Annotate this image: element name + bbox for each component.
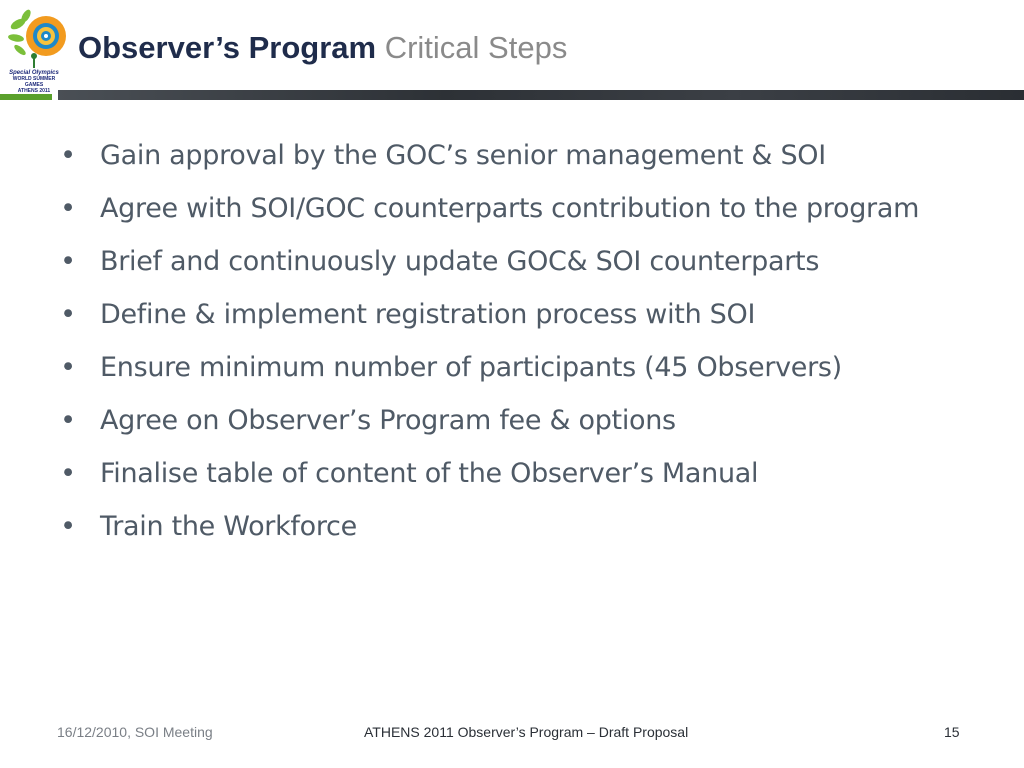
bullet-list [58,134,958,558]
bullet-text: Finalise table of content of the Observer’s Manual [100,458,759,489]
bullet-dot-icon: • [60,458,76,489]
special-olympics-athens-logo-icon [4,6,72,92]
bullet-text: Ensure minimum number of participants (45 Observers) [100,352,842,383]
bullet-dot-icon: • [60,352,76,383]
bullet-item [58,134,958,178]
bullet-dot-icon: • [60,140,76,171]
slide-title [78,26,567,70]
bullet-text: Gain approval by the GOC’s senior management & SOI [100,140,826,171]
title-strong: Observer’s Program [78,30,377,65]
bullet-text: Agree on Observer’s Program fee & options [100,405,676,436]
bullet-item [58,293,958,337]
header-divider-bar [58,90,1024,100]
bullet-text: Train the Workforce [100,511,357,542]
bullet-dot-icon: • [60,511,76,542]
logo-line3: ATHENS 2011 [17,88,51,94]
logo-text [8,70,60,94]
footer-title: ATHENS 2011 Observer’s Program – Draft Proposal [364,724,689,740]
header-accent-bar [0,94,52,100]
bullet-dot-icon: • [60,299,76,330]
bullet-item [58,505,958,549]
bullet-item [58,452,958,496]
footer-date: 16/12/2010, SOI Meeting [57,724,213,740]
bullet-item [58,399,958,443]
bullet-dot-icon: • [60,246,76,277]
page-number: 15 [944,724,960,740]
bullet-text: Agree with SOI/GOC counterparts contribution to the program [100,193,920,224]
logo-line2: WORLD SUMMER GAMES [12,76,56,88]
logo-line1: Special Olympics [9,70,59,76]
bullet-item [58,187,958,231]
title-light: Critical Steps [376,30,568,65]
bullet-dot-icon: • [60,193,76,224]
bullet-text: Define & implement registration process with SOI [100,299,756,330]
bullet-text: Brief and continuously update GOC& SOI counterparts [100,246,820,277]
bullet-dot-icon: • [60,405,76,436]
bullet-item [58,346,958,390]
bullet-item [58,240,958,284]
